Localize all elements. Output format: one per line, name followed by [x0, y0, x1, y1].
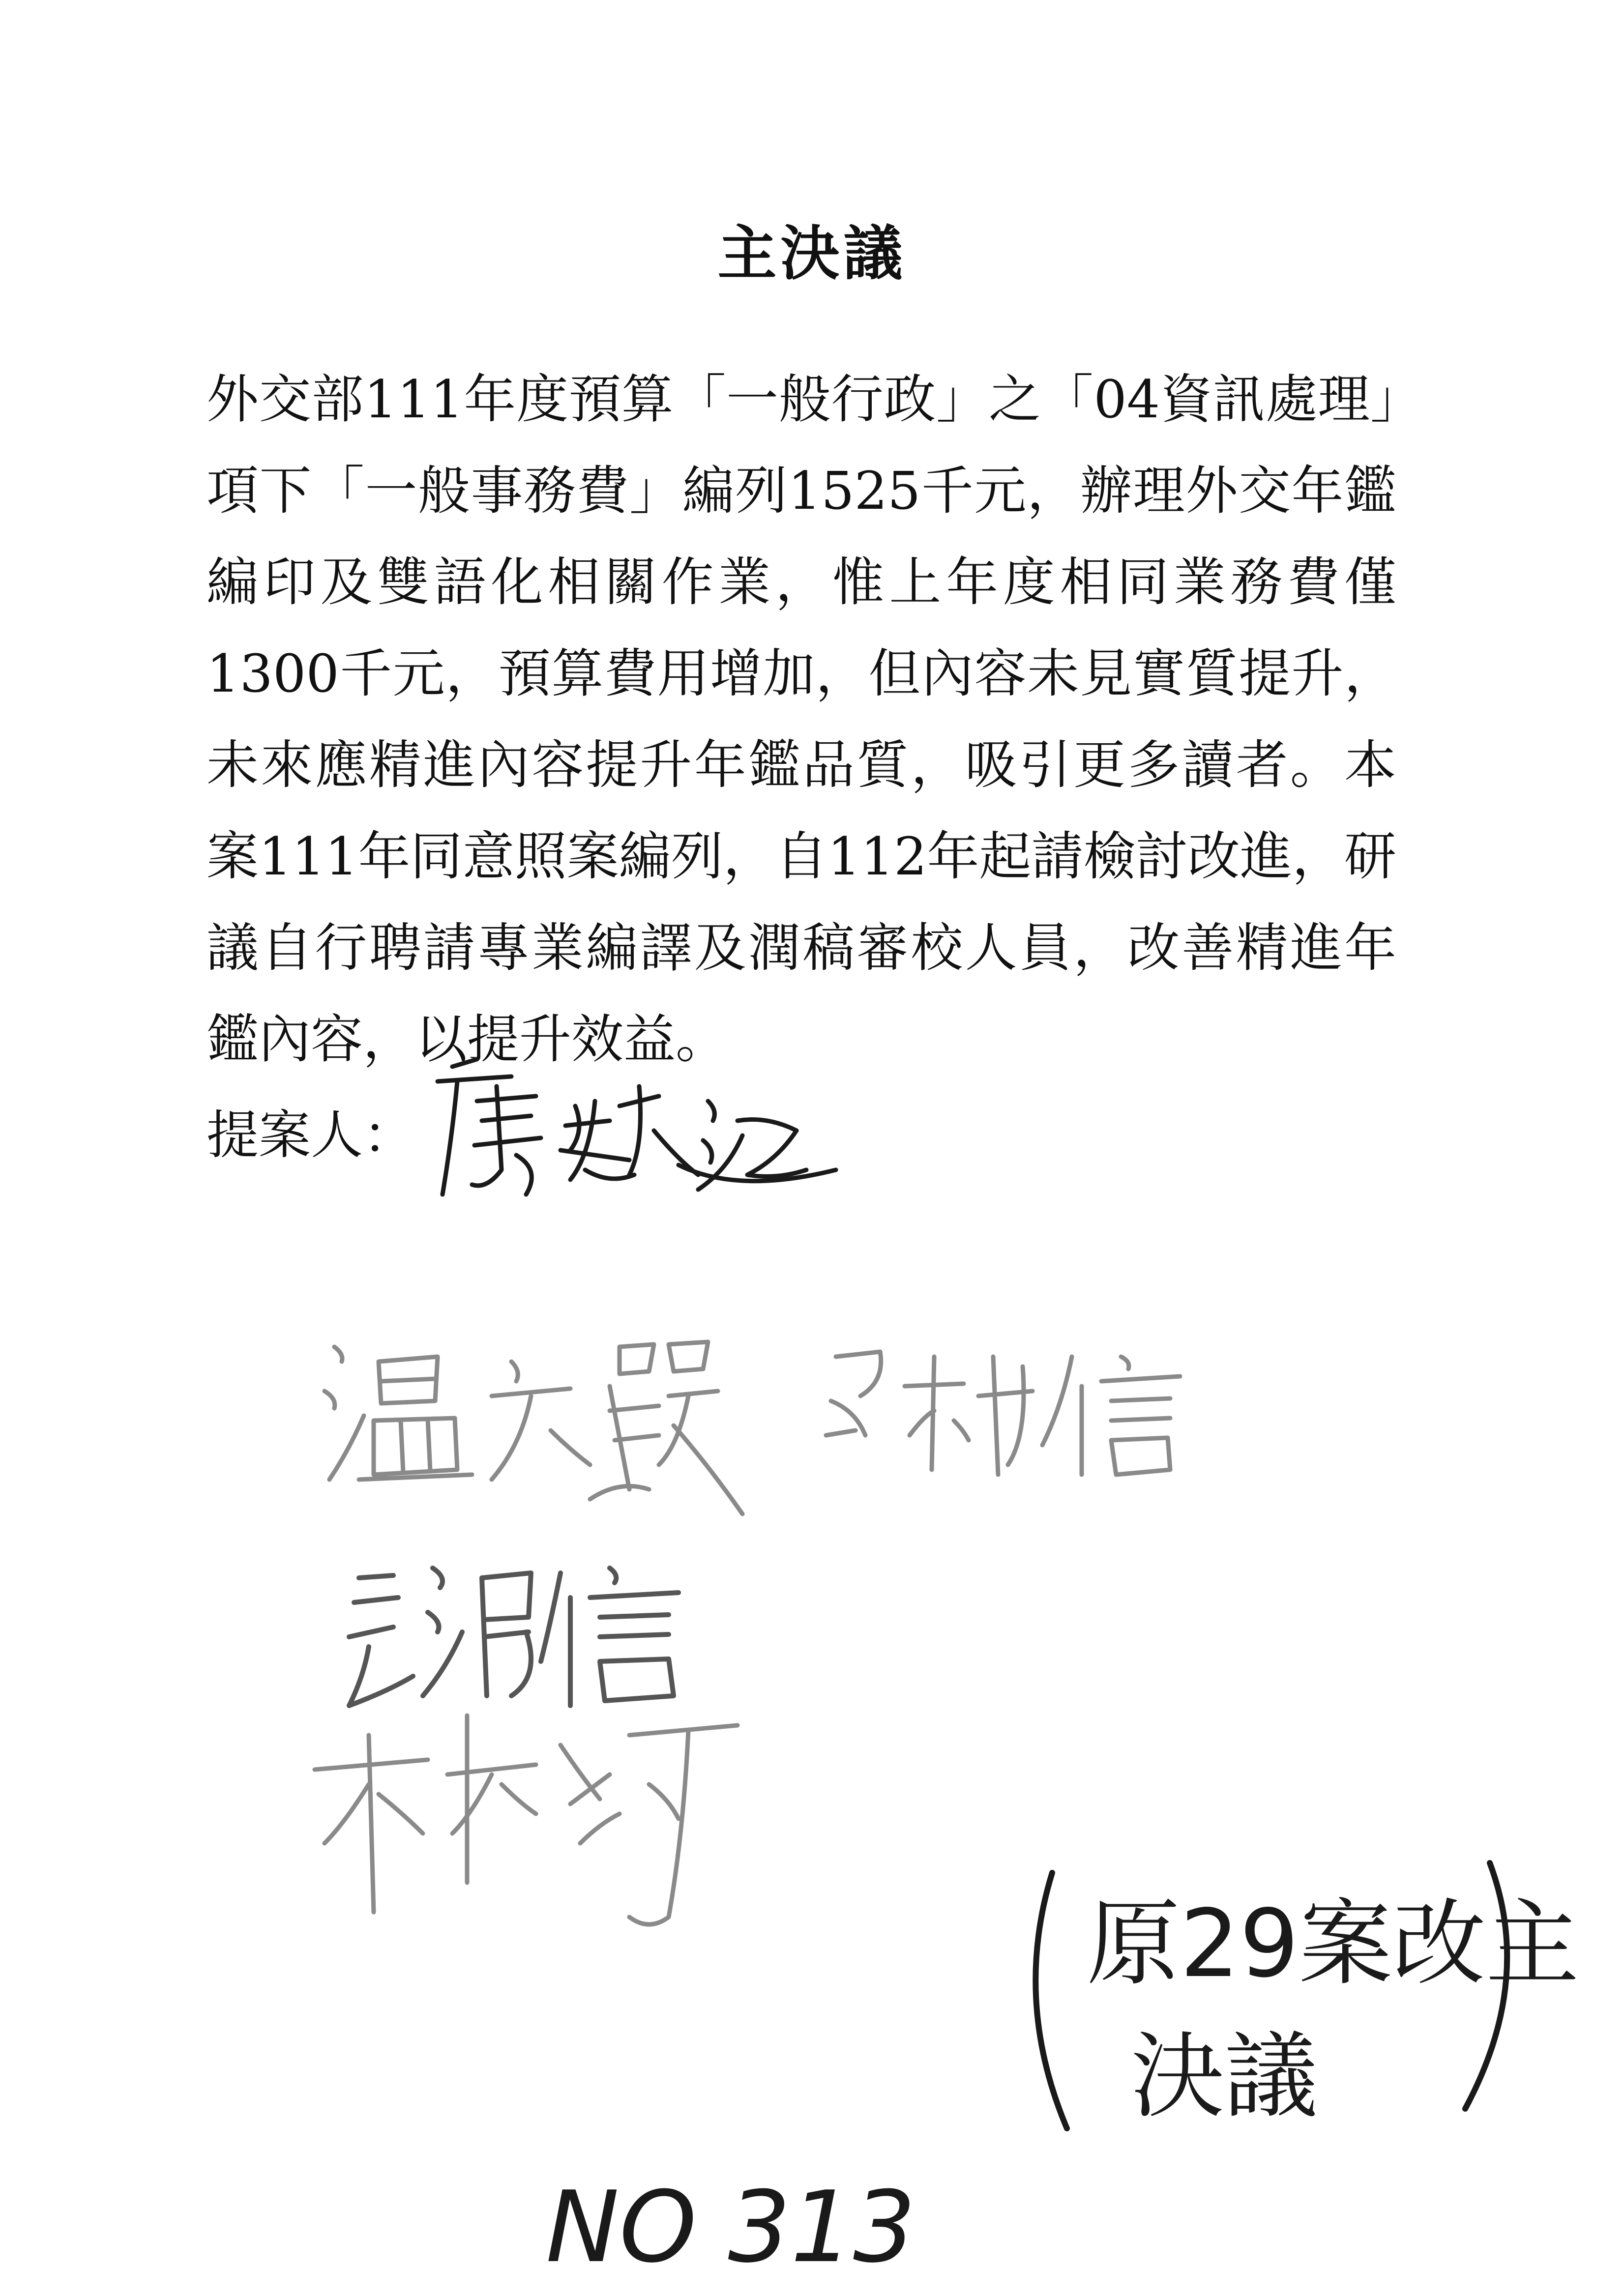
handwritten-serial-number [536, 2158, 916, 2291]
handwritten-signature-lin [305, 1686, 797, 1942]
serial-number-text: NO 313 [546, 2170, 916, 2285]
page-title: 主決議 [717, 219, 907, 288]
resolution-body: 外交部111年度預算「一般行政」之「04資訊處理」項下「一般事務費」編列1525千元，辦理外交年鑑編印及雙語化相關作業，惟上年度相同業務費僅1300千元，預算費用增加，但內容未見實質提升，未來應精進內容提升年鑑品質，吸引更多讀者。本案111年同意照案編列，自112年起請檢討改進，研議自行聘請專業編譯及潤稿審校人員，改善精進年鑑內容，以提升效益。 [207, 369, 1396, 1070]
handwritten-signature-liao [423, 1047, 865, 1224]
annotation-line-1: 原29案改主 [1087, 1889, 1579, 1998]
handwritten-signature-chen [806, 1337, 1249, 1484]
annotation-line-2: 決議 [1131, 2022, 1318, 2131]
handwritten-signature-wen [315, 1317, 806, 1524]
handwritten-annotation [1023, 1853, 1579, 2148]
proposer-label: 提案人： [207, 1105, 415, 1165]
